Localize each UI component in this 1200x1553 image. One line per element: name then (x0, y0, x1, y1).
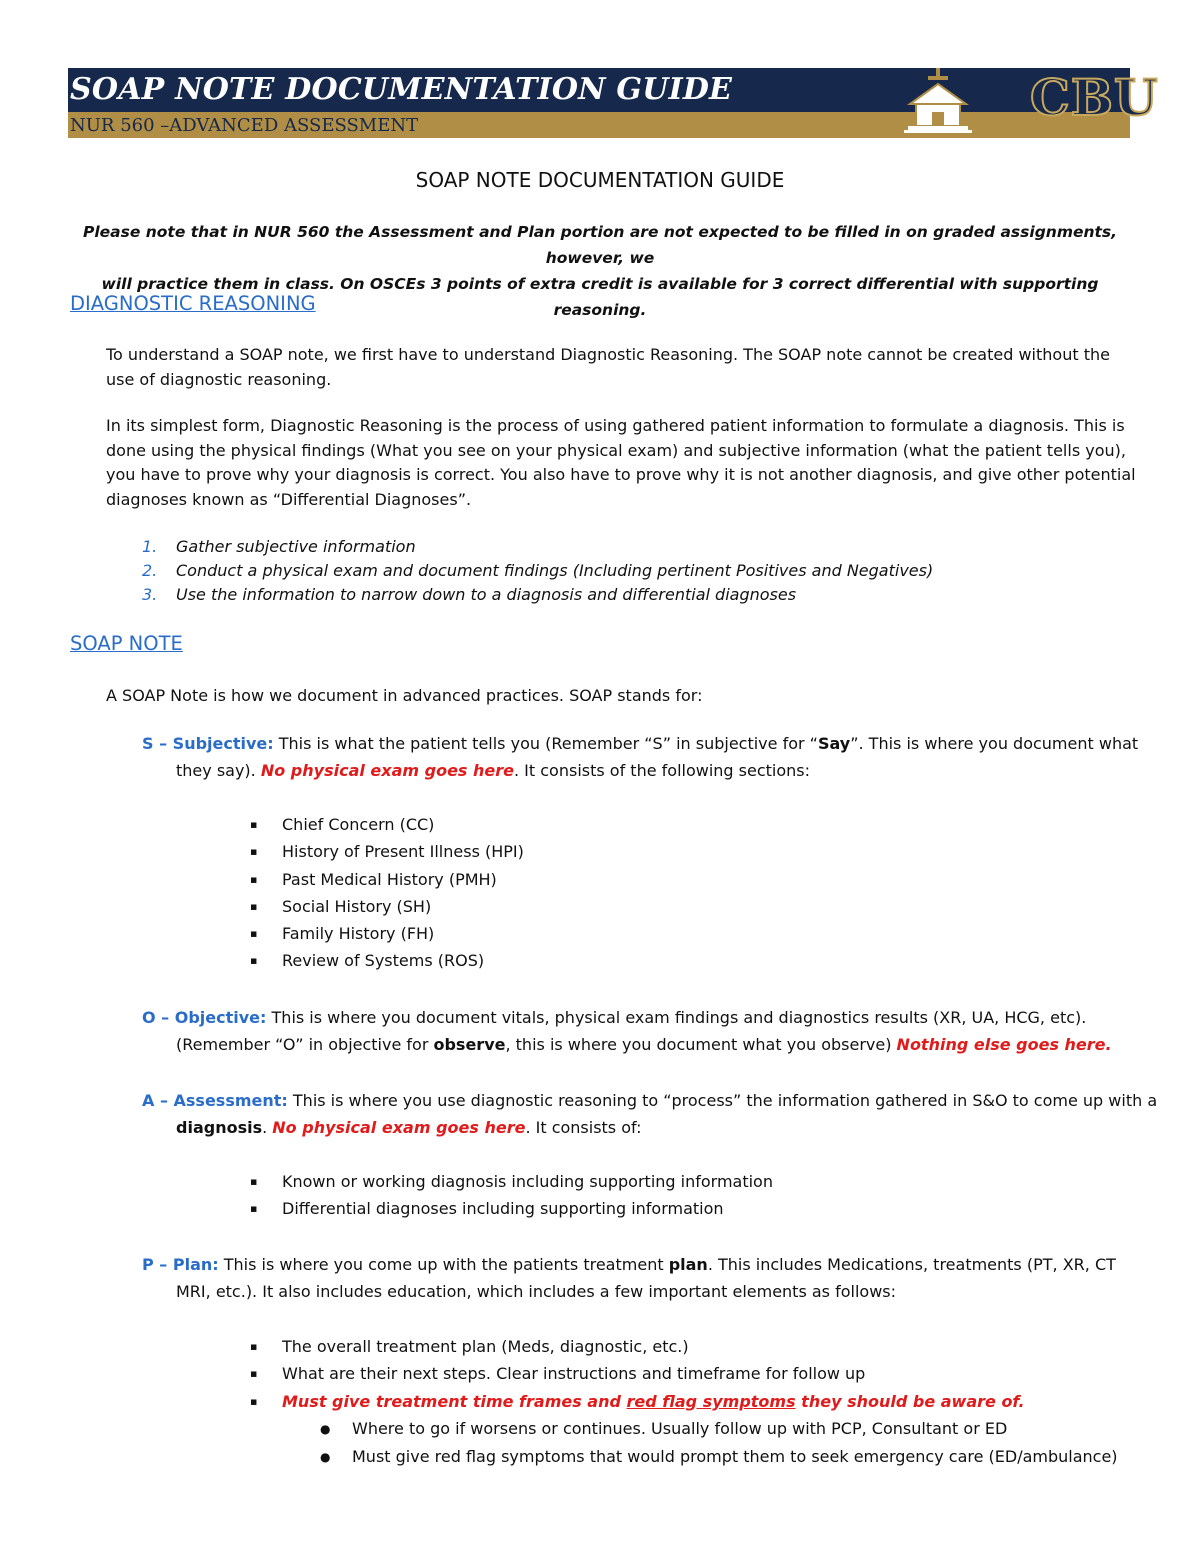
square-bullet-icon: ▪ (250, 872, 258, 886)
red-flag-text: Must give treatment time frames and (282, 1391, 627, 1411)
red-flag-sublist (250, 1415, 1118, 1472)
square-bullet-icon: ▪ (250, 845, 258, 859)
diagnostic-paragraph-1-line: use of diagnostic reasoning. (106, 369, 332, 389)
diagnostic-paragraph-2 (106, 414, 1136, 512)
soap-intro: A SOAP Note is how we document in advanced practices. SOAP stands for: (106, 686, 703, 705)
red-flag-text: they should be aware of. (795, 1391, 1025, 1411)
list-item-text: Differential diagnoses including supporting information (282, 1199, 724, 1219)
chapel-icon (904, 68, 972, 133)
heading-soap-note: SOAP NOTE (70, 632, 183, 655)
step-text: Conduct a physical exam and document findings (Including pertinent Positives and Negatives) (176, 561, 934, 580)
plan-bold-word: plan (668, 1255, 708, 1274)
list-item (250, 1333, 1118, 1360)
square-bullet-icon: ▪ (250, 899, 258, 913)
list-item-text: Family History (FH) (282, 924, 435, 944)
soap-assessment (142, 1087, 1158, 1141)
diagnostic-paragraph-1-line: To understand a SOAP note, we first have to understand Diagnostic Reasoning. The SOAP note cannot be created without the (106, 345, 1110, 364)
objective-observe: observe (433, 1035, 506, 1054)
list-item (250, 1360, 1118, 1387)
plan-text: MRI, etc.). It also includes education, which includes a few important elements as follows: (176, 1282, 897, 1301)
list-item (250, 893, 524, 920)
assignment-note-line-1: Please note that in NUR 560 the Assessment and Plan portion are not expected to be filled in on graded assignments, however, we (82, 223, 1118, 267)
subjective-say: Say (817, 734, 851, 753)
square-bullet-icon: ▪ (250, 1202, 258, 1216)
square-bullet-icon: ▪ (250, 1175, 258, 1188)
step-text: Gather subjective information (176, 537, 416, 556)
objective-text: , this is where you document what you observe) (505, 1035, 897, 1054)
diagnostic-paragraph-2-line: diagnoses known as “Differential Diagnoses”. (106, 489, 472, 509)
diagnostic-paragraph-2-line: you have to prove why your diagnosis is correct. You also have to prove why it is not another diagnosis, and give other potential (106, 465, 1136, 484)
subjective-text: . It consists of the following sections: (514, 761, 811, 780)
assignment-note-line-2: will practice them in class. On OSCEs 3 points of extra credit is available for 3 correct differential with supporting reasoning. (101, 275, 1099, 319)
list-item-red-flag (250, 1388, 1118, 1472)
list-item (250, 1168, 773, 1195)
list-item (142, 583, 933, 607)
diagnostic-paragraph-1 (106, 343, 1136, 392)
objective-text: This is where you document vitals, physical exam findings and diagnostics results (XR, UA, HCG, etc). (266, 1008, 1087, 1027)
step-number: 3. (142, 585, 158, 604)
list-item-text: History of Present Illness (HPI) (282, 842, 524, 862)
square-bullet-icon: ▪ (250, 927, 258, 941)
step-number: 2. (142, 561, 158, 580)
assessment-text: . (262, 1118, 273, 1137)
banner-title: SOAP NOTE DOCUMENTATION GUIDE (70, 72, 733, 107)
subjective-warning: No physical exam goes here (260, 761, 514, 780)
list-item-text: Must give red flag symptoms that would prompt them to seek emergency care (ED/ambulance) (352, 1447, 1118, 1467)
assessment-diagnosis: diagnosis (176, 1118, 263, 1137)
step-text: Use the information to narrow down to a diagnosis and differential diagnoses (176, 585, 797, 604)
list-item (320, 1443, 1118, 1471)
list-item (320, 1415, 1118, 1443)
list-item (250, 1195, 773, 1222)
round-bullet-icon: ● (320, 1450, 331, 1465)
objective-text: (Remember “O” in objective for (176, 1035, 434, 1054)
square-bullet-icon: ▪ (250, 1367, 258, 1381)
list-item (250, 947, 524, 974)
assessment-label: A – Assessment: (142, 1091, 288, 1110)
square-bullet-icon: ▪ (250, 1340, 258, 1353)
list-item-text: Known or working diagnosis including supporting information (282, 1172, 773, 1191)
list-item-text: Social History (SH) (282, 896, 432, 916)
subjective-label: S – Subjective: (142, 734, 274, 753)
list-item-text: Review of Systems (ROS) (282, 951, 485, 971)
subjective-text: they say). (176, 761, 261, 780)
plan-list (250, 1333, 1118, 1471)
assessment-text: . It consists of: (525, 1118, 642, 1137)
square-bullet-icon: ▪ (250, 818, 258, 831)
list-item-text: Chief Concern (CC) (282, 815, 435, 834)
list-item (142, 559, 933, 583)
assessment-list (250, 1168, 773, 1223)
subjective-text: This is what the patient tells you (Remember “S” in subjective for “ (273, 734, 818, 753)
soap-objective (142, 1004, 1142, 1058)
objective-label: O – Objective: (142, 1008, 267, 1027)
red-flag-symptoms-link: red flag symptoms (626, 1391, 796, 1411)
square-bullet-icon: ▪ (250, 1394, 258, 1408)
diagnostic-paragraph-2-line: done using the physical findings (What you see on your physical exam) and subjective information (what the patient tells you), (106, 440, 1126, 460)
diagnostic-steps-list (142, 535, 933, 607)
heading-diagnostic-reasoning: DIAGNOSTIC REASONING (70, 292, 316, 315)
square-bullet-icon: ▪ (250, 954, 258, 968)
plan-text: . This includes Medications, treatments (PT, XR, CT (707, 1255, 1116, 1274)
soap-subjective (142, 730, 1142, 784)
header-banner (68, 68, 1159, 138)
subjective-text: ”. This is where you document what (850, 734, 1139, 753)
diagnostic-paragraph-2-line: In its simplest form, Diagnostic Reasoning is the process of using gathered patient information to formulate a diagnosis. This is (106, 416, 1125, 435)
document-title: SOAP NOTE DOCUMENTATION GUIDE (415, 168, 785, 192)
list-item-text: The overall treatment plan (Meds, diagnostic, etc.) (282, 1337, 689, 1356)
list-item-text: Where to go if worsens or continues. Usually follow up with PCP, Consultant or ED (352, 1418, 1008, 1438)
assessment-warning: No physical exam goes here (272, 1118, 526, 1137)
plan-text: This is where you come up with the patients treatment (218, 1255, 669, 1274)
list-item (250, 920, 524, 947)
list-item-text: Past Medical History (PMH) (282, 869, 497, 889)
step-number: 1. (142, 537, 158, 556)
assessment-text: This is where you use diagnostic reasoning to “process” the information gathered in S&O to come up with a (287, 1091, 1158, 1110)
list-item-text: What are their next steps. Clear instructions and timeframe for follow up (282, 1364, 866, 1384)
cbu-logo-text: CBU (1030, 68, 1159, 127)
list-item (250, 838, 524, 865)
soap-plan (142, 1251, 1142, 1305)
objective-warning: Nothing else goes here. (896, 1035, 1112, 1054)
list-item (142, 535, 933, 559)
plan-label: P – Plan: (142, 1255, 219, 1274)
banner-subtitle: NUR 560 –ADVANCED ASSESSMENT (70, 115, 419, 136)
round-bullet-icon: ● (320, 1421, 331, 1436)
list-item (250, 866, 524, 893)
list-item (250, 811, 524, 838)
subjective-sections-list (250, 811, 524, 975)
